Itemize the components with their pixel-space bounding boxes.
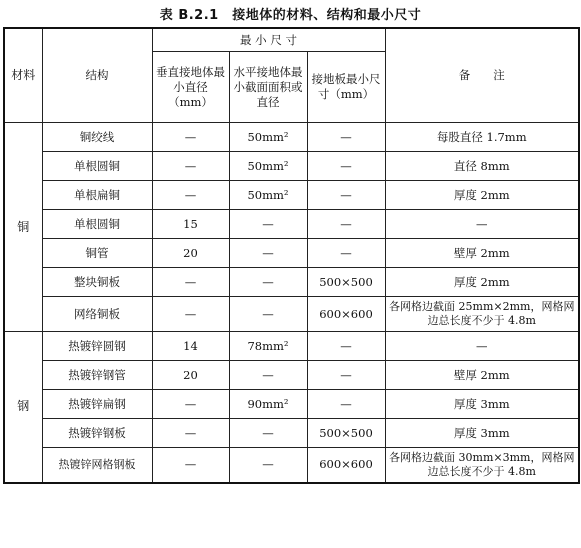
cell-structure: 热镀锌网格钢板 [42, 448, 152, 483]
cell-plate: 500×500 [307, 419, 385, 448]
table-row [4, 361, 579, 390]
cell-structure: 单根扁铜 [42, 181, 152, 210]
cell-plate: — [307, 361, 385, 390]
table-row [4, 332, 579, 361]
cell-remark: — [385, 332, 579, 361]
cell-vertical: — [152, 268, 229, 297]
cell-material: 钢 [4, 332, 42, 483]
cell-structure: 热镀锌钢板 [42, 419, 152, 448]
cell-horizontal: — [229, 361, 307, 390]
cell-structure: 热镀锌圆钢 [42, 332, 152, 361]
cell-plate: — [307, 239, 385, 268]
cell-remark: 厚度 2mm [385, 181, 579, 210]
cell-structure: 铜管 [42, 239, 152, 268]
table-row [4, 239, 579, 268]
table-row [4, 448, 579, 483]
cell-remark: 厚度 3mm [385, 419, 579, 448]
cell-vertical: — [152, 419, 229, 448]
cell-horizontal: 50mm² [229, 123, 307, 152]
table-row [4, 123, 579, 152]
table-body [4, 123, 579, 483]
cell-horizontal: — [229, 297, 307, 332]
cell-vertical: — [152, 181, 229, 210]
table-row [4, 419, 579, 448]
table-caption: 表 B.2.1 接地体的材料、结构和最小尺寸 [159, 8, 422, 23]
header-remark: 备 注 [385, 28, 579, 123]
table-row [4, 297, 579, 332]
materials-table [3, 27, 580, 484]
cell-vertical: — [152, 123, 229, 152]
header-vertical: 垂直接地体最小直径（mm） [152, 52, 229, 123]
cell-remark: — [385, 210, 579, 239]
cell-structure: 单根圆铜 [42, 152, 152, 181]
header-min-size: 最 小 尺 寸 [152, 28, 385, 52]
cell-plate: 500×500 [307, 268, 385, 297]
cell-plate: — [307, 210, 385, 239]
cell-vertical: — [152, 448, 229, 483]
cell-horizontal: 50mm² [229, 152, 307, 181]
cell-horizontal: — [229, 419, 307, 448]
cell-vertical: 20 [152, 361, 229, 390]
header-material: 材料 [4, 28, 42, 123]
cell-plate: 600×600 [307, 297, 385, 332]
cell-horizontal: — [229, 268, 307, 297]
cell-structure: 网络铜板 [42, 297, 152, 332]
header-horizontal: 水平接地体最小截面面积或直径 [229, 52, 307, 123]
cell-remark: 壁厚 2mm [385, 239, 579, 268]
cell-plate: — [307, 181, 385, 210]
cell-horizontal: 90mm² [229, 390, 307, 419]
cell-vertical: — [152, 390, 229, 419]
cell-vertical: 14 [152, 332, 229, 361]
cell-horizontal: — [229, 448, 307, 483]
table-row [4, 390, 579, 419]
cell-plate: 600×600 [307, 448, 385, 483]
cell-horizontal: — [229, 239, 307, 268]
cell-plate: — [307, 390, 385, 419]
cell-horizontal: 50mm² [229, 181, 307, 210]
cell-remark: 厚度 2mm [385, 268, 579, 297]
cell-vertical: — [152, 152, 229, 181]
header-plate: 接地板最小尺寸（mm） [307, 52, 385, 123]
cell-material: 铜 [4, 123, 42, 332]
cell-plate: — [307, 332, 385, 361]
cell-plate: — [307, 123, 385, 152]
cell-remark: 厚度 3mm [385, 390, 579, 419]
table-row [4, 268, 579, 297]
cell-remark: 壁厚 2mm [385, 361, 579, 390]
cell-vertical: 15 [152, 210, 229, 239]
cell-structure: 热镀锌钢管 [42, 361, 152, 390]
cell-remark: 各网格边截面 30mm×3mm，网格网边总长度不少于 4.8m [385, 448, 579, 483]
cell-remark: 直径 8mm [385, 152, 579, 181]
cell-structure: 铜绞线 [42, 123, 152, 152]
cell-structure: 单根圆铜 [42, 210, 152, 239]
cell-vertical: — [152, 297, 229, 332]
cell-horizontal: 78mm² [229, 332, 307, 361]
cell-structure: 整块铜板 [42, 268, 152, 297]
table-row [4, 181, 579, 210]
cell-remark: 每股直径 1.7mm [385, 123, 579, 152]
cell-remark: 各网格边截面 25mm×2mm，网格网边总长度不少于 4.8m [385, 297, 579, 332]
cell-vertical: 20 [152, 239, 229, 268]
cell-plate: — [307, 152, 385, 181]
table-row [4, 152, 579, 181]
cell-structure: 热镀锌扁钢 [42, 390, 152, 419]
cell-horizontal: — [229, 210, 307, 239]
header-structure: 结构 [42, 28, 152, 123]
header-row-1 [4, 28, 579, 52]
table-row [4, 210, 579, 239]
